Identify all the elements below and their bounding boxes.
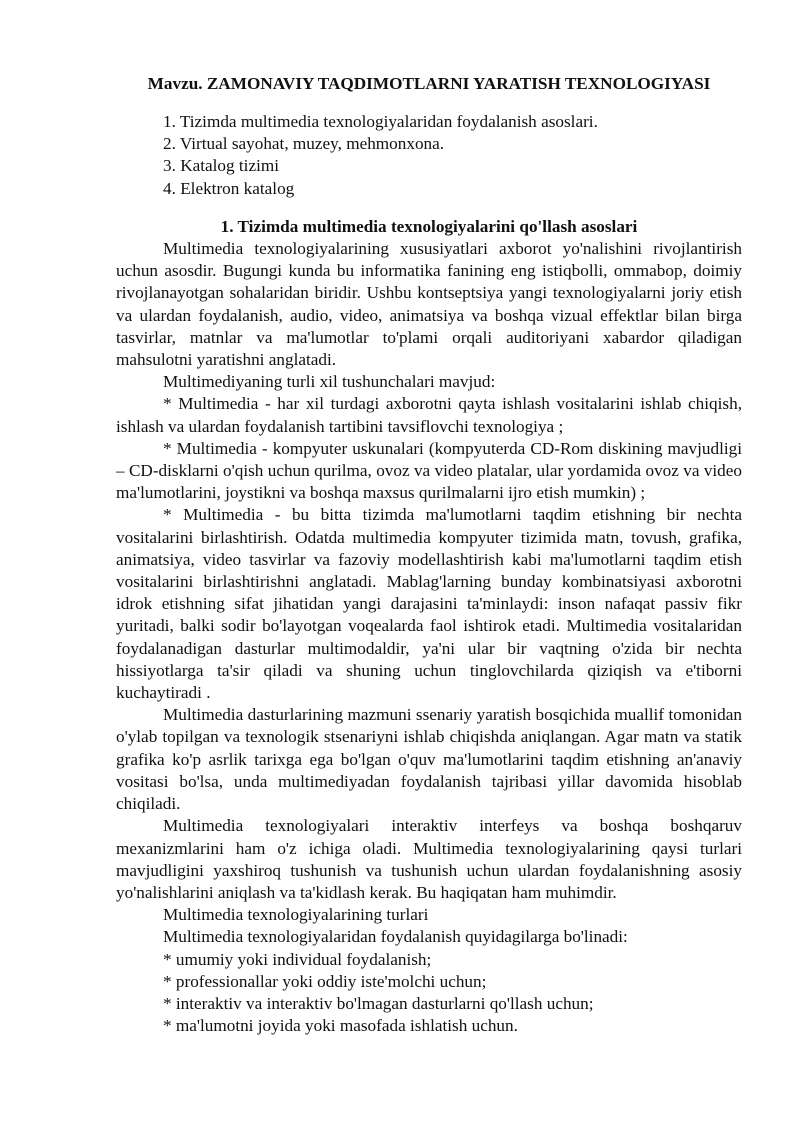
toc-item: 1. Tizimda multimedia texnologiyalaridan foydalanish asoslari. [163, 112, 598, 131]
bullet-item: * professionallar yoki oddiy iste'molchi uchun; [163, 971, 487, 991]
toc-item: 2. Virtual sayohat, muzey, mehmonxona. [163, 134, 445, 154]
body-paragraph: Multimedia texnologiyalarining turlari [163, 905, 429, 925]
table-of-contents [116, 111, 742, 200]
bullet-item: * interaktiv va interaktiv bo'lmagan dasturlarni qo'llash uchun; [163, 993, 594, 1013]
body-paragraph: * Multimedia - bu bitta tizimda ma'lumotlarni taqdim etishning bir nechta vositalarini birlashtirish. Odatda multimedia kompyuter tizimida matn, tovush, grafika, animatsiya, video tasvirlar va fazoviy modellashtirish kabi ma'lumotlarni taqdim etish vositalarini birlashtirishni anglatadi. Mablag'larning bunday kombinatsiyasi axborotni idrok etishning sifat jihatidan yangi darajasini ta'minlaydi: inson nafaqat passiv fikr yuritadi, balki sodir bo'layotgan voqealarda faol ishtirok etadi. Multimedia vositalaridan foydalanadigan dasturlar multimodaldir, ya'ni ular bir vaqtning o'zida bir nechta hissiyotlarga ta'sir qiladi va shuning uchun tinglovchilarda qiziqish va e'tiborni kuchaytiradi . [116, 505, 742, 703]
body-paragraph: Multimedia texnologiyalaridan foydalanish quyidagilarga bo'linadi: [163, 927, 628, 947]
body-paragraph: * Multimedia - kompyuter uskunalari (kompyuterda CD-Rom diskining mavjudligi – CD-disklarni o'qish uchun qurilma, ovoz va video platalar, ular yordamida ovoz va video ma'lumotlarini, joystikni va boshqa maxsus qurilmalarni ijro etish mumkin) ; [116, 438, 742, 503]
bullet-item: * ma'lumotni joyida yoki masofada ishlatish uchun. [163, 1016, 518, 1036]
body-paragraph: Multimedia dasturlarining mazmuni ssenariy yaratish bosqichida muallif tomonidan o'ylab topilgan va texnologik stsenariyni ishlab chiqishda aniqlangan. Agar matn va statik grafika ko'p asrlik tarixga ega bo'lgan o'quv ma'lumotlarini taqdim etishning an'anaviy vositasi bo'lsa, unda multimediyadan foydalanish tajribasi yillar davomida hisoblab chiqiladi. [116, 705, 742, 814]
toc-item: 4. Elektron katalog [163, 178, 295, 198]
section-heading: 1. Tizimda multimedia texnologiyalarini qo'llash asoslari [220, 216, 638, 236]
document-title: Mavzu. ZAMONAVIY TAQDIMOTLARNI YARATISH TEXNOLOGIYASI [147, 74, 711, 93]
bullet-item: * umumiy yoki individual foydalanish; [163, 949, 432, 969]
body-paragraph: Multimedia texnologiyalari interaktiv interfeys va boshqa boshqaruv mexanizmlarini ham o'z ichiga oladi. Multimedia texnologiyalarining qaysi turlari mavjudligini yaxshiroq tushunish va tushunish uchun ulardan foydalanishning asosiy yo'nalishlarini aniqlash va ta'kidlash kerak. Bu haqiqatan ham muhimdir. [116, 816, 742, 902]
body-paragraph: Multimedia texnologiyalarining xususiyatlari axborot yo'nalishini rivojlantirish uchun asosdir. Bugungi kunda bu informatika fanining eng istiqbolli, ommabop, doimiy rivojlanayotgan sohalaridan biridir. Ushbu kontseptsiya yangi texnologiyalarni joriy etish va ulardan foydalanish, audio, video, animatsiya va boshqa vizual effektlar bilan birga tasvirlar, matnlar va ma'lumotlar to'plami orqali auditoriyani xabardor qiladigan mahsulotni yaratishni anglatadi. [116, 239, 742, 370]
toc-item: 3. Katalog tizimi [163, 156, 279, 176]
body-paragraph: * Multimedia - har xil turdagi axborotni qayta ishlash vositalarini ishlab chiqish, ishlash va ulardan foydalanish tartibini tavsiflovchi texnologiya ; [116, 394, 742, 436]
body-paragraph: Multimediyaning turli xil tushunchalari mavjud: [163, 372, 496, 392]
document-page [116, 73, 742, 1037]
